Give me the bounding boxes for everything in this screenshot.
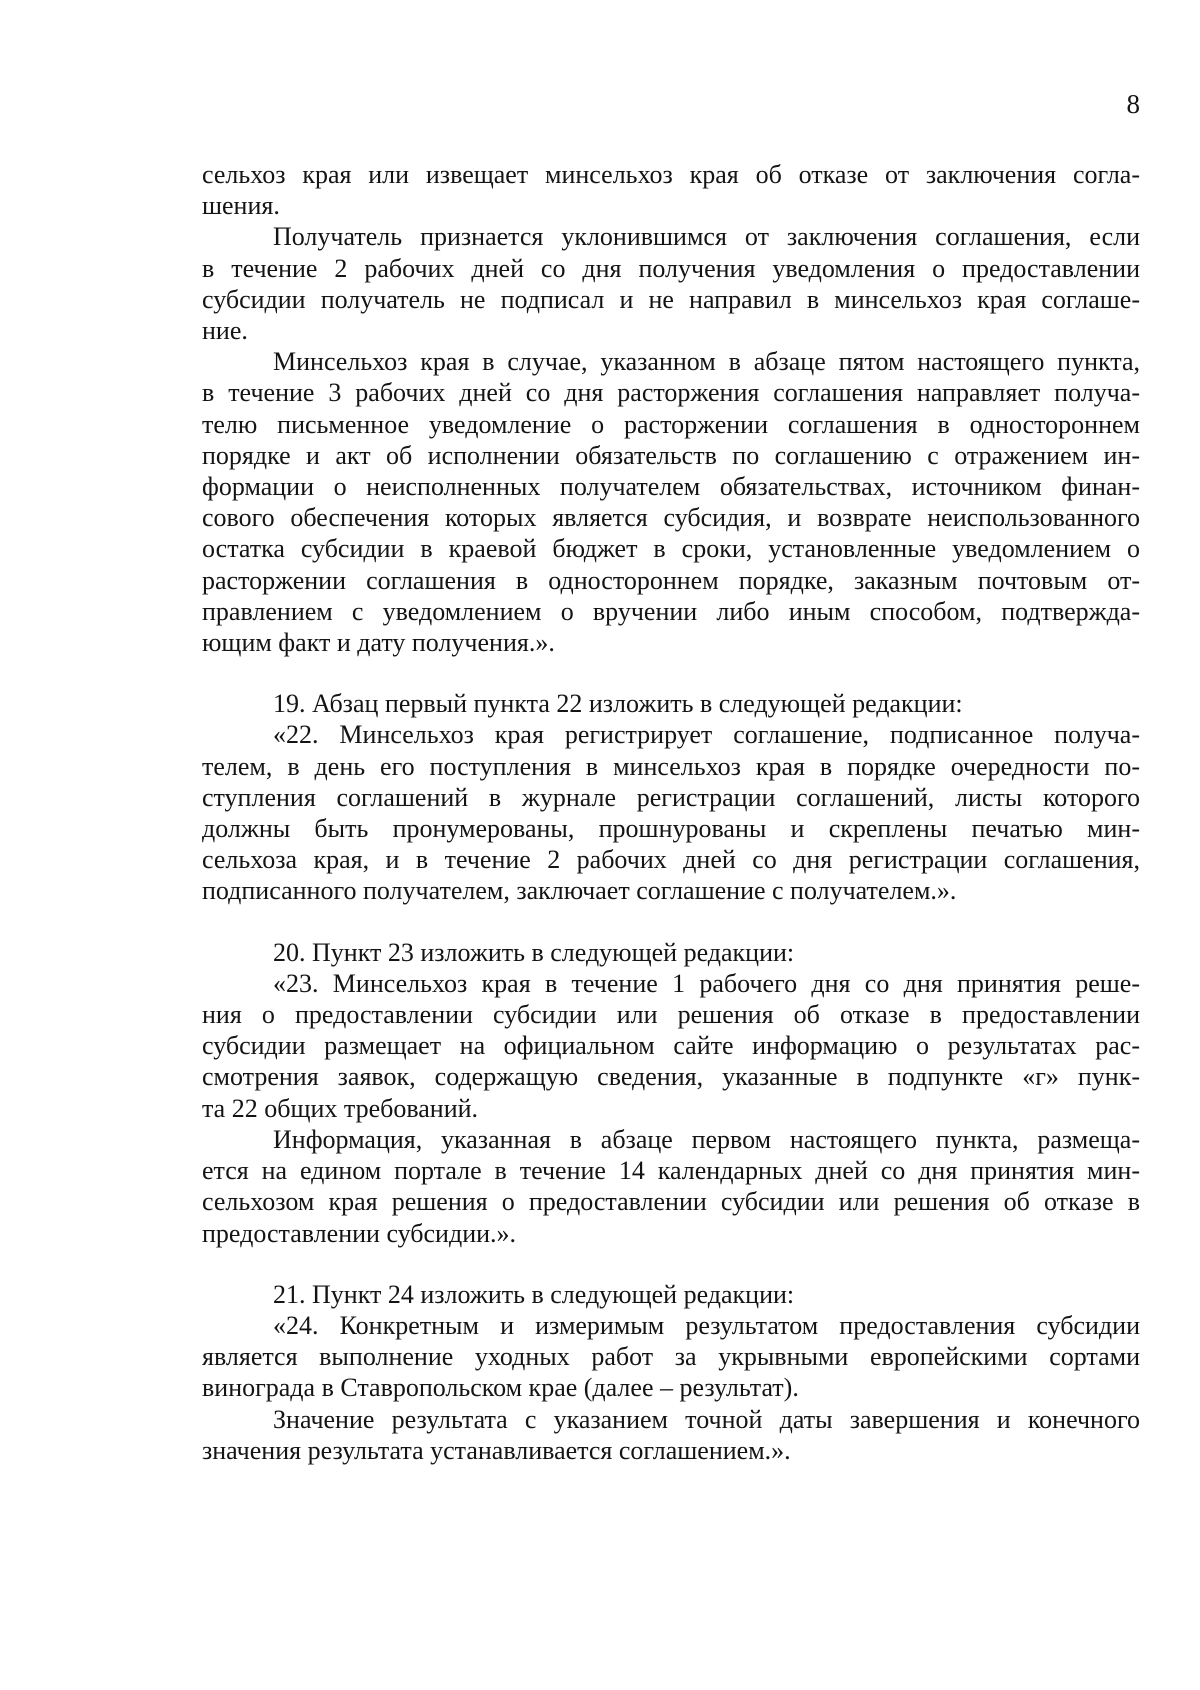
text-line: Значение результата с указанием точной даты завершения и конечного: [273, 1404, 1140, 1434]
text-line: 20. Пункт 23 изложить в следующей редакции:: [273, 937, 795, 967]
text-line: «24. Конкретным и измеримым результатом предоставления субсидии: [273, 1310, 1140, 1340]
text-line: та 22 общих требований.: [202, 1093, 479, 1123]
paragraph: [202, 1310, 1140, 1404]
text-line: значения результата устанавливается соглашением.».: [202, 1435, 791, 1465]
text-line: ния о предоставлении субсидии или решения об отказе в предоставлении: [202, 1000, 1140, 1030]
paragraph: [202, 1279, 1140, 1310]
text-line: Получатель признается уклонившимся от заключения соглашения, если: [273, 222, 1140, 252]
text-line: 21. Пункт 24 изложить в следующей редакции:: [273, 1279, 795, 1309]
paragraph: [202, 221, 1140, 346]
text-line: сельхоза края, и в течение 2 рабочих дней со дня регистрации соглашения,: [202, 845, 1140, 875]
text-line: смотрения заявок, содержащую сведения, указанные в подпункте «г» пунк-: [202, 1062, 1140, 1092]
text-line: ется на едином портале в течение 14 календарных дней со дня принятия мин-: [202, 1156, 1140, 1186]
text-line: подписанного получателем, заключает соглашение с получателем.».: [202, 876, 957, 906]
paragraph: [202, 1124, 1140, 1249]
document-body: [202, 159, 1140, 1466]
text-line: винограда в Ставропольском крае (далее – результат).: [202, 1373, 799, 1403]
text-line: «23. Минсельхоз края в течение 1 рабочего дня со дня принятия реше-: [273, 968, 1140, 998]
paragraph: [202, 968, 1140, 1124]
text-line: ступления соглашений в журнале регистрации соглашений, листы которого: [202, 782, 1140, 812]
paragraph: [202, 719, 1140, 906]
paragraph: [202, 159, 1140, 221]
text-line: субсидии размещает на официальном сайте информацию о результатах рас-: [202, 1031, 1140, 1061]
text-line: в течение 3 рабочих дней со дня расторжения соглашения направляет получа-: [202, 378, 1140, 408]
text-line: шения.: [202, 191, 280, 221]
text-line: должны быть пронумерованы, прошнурованы и скреплены печатью мин-: [202, 814, 1140, 844]
text-line: остатка субсидии в краевой бюджет в сроки, установленные уведомлением о: [202, 534, 1140, 564]
text-line: в течение 2 рабочих дней со дня получения уведомления о предоставлении: [202, 253, 1140, 283]
text-line: телем, в день его поступления в минсельхоз края в порядке очередности по-: [202, 751, 1140, 781]
paragraph: [202, 937, 1140, 968]
text-line: Минсельхоз края в случае, указанном в абзаце пятом настоящего пункта,: [273, 347, 1140, 377]
text-line: 19. Абзац первый пункта 22 изложить в следующей редакции:: [273, 689, 963, 719]
text-line: телю письменное уведомление о расторжении соглашения в одностороннем: [202, 409, 1140, 439]
text-line: ние.: [202, 316, 248, 346]
text-line: ющим факт и дату получения.».: [202, 628, 555, 658]
text-line: правлением с уведомлением о вручении либо иным способом, подтвержда-: [202, 596, 1140, 626]
text-line: расторжении соглашения в одностороннем порядке, заказным почтовым от-: [202, 565, 1140, 595]
page-number: 8: [1126, 89, 1140, 119]
text-line: субсидии получатель не подписал и не направил в минсельхоз края соглаше-: [202, 284, 1140, 314]
text-line: Информация, указанная в абзаце первом настоящего пункта, размеща-: [273, 1124, 1140, 1154]
text-line: предоставлении субсидии.».: [202, 1218, 517, 1248]
text-line: сового обеспечения которых является субсидия, и возврате неиспользованного: [202, 503, 1140, 533]
paragraph: [202, 688, 1140, 719]
text-line: порядке и акт об исполнении обязательств по соглашению с отражением ин-: [202, 440, 1140, 470]
text-line: формации о неисполненных получателем обязательствах, источником финан-: [202, 472, 1140, 502]
paragraph: [202, 1404, 1140, 1466]
text-line: «22. Минсельхоз края регистрирует соглашение, подписанное получа-: [273, 720, 1140, 750]
text-line: сельхоз края или извещает минсельхоз края об отказе от заключения согла-: [202, 160, 1140, 189]
text-line: является выполнение уходных работ за укрывными европейскими сортами: [202, 1342, 1140, 1372]
paragraph: [202, 346, 1140, 658]
text-line: сельхозом края решения о предоставлении субсидии или решения об отказе в: [202, 1187, 1140, 1217]
